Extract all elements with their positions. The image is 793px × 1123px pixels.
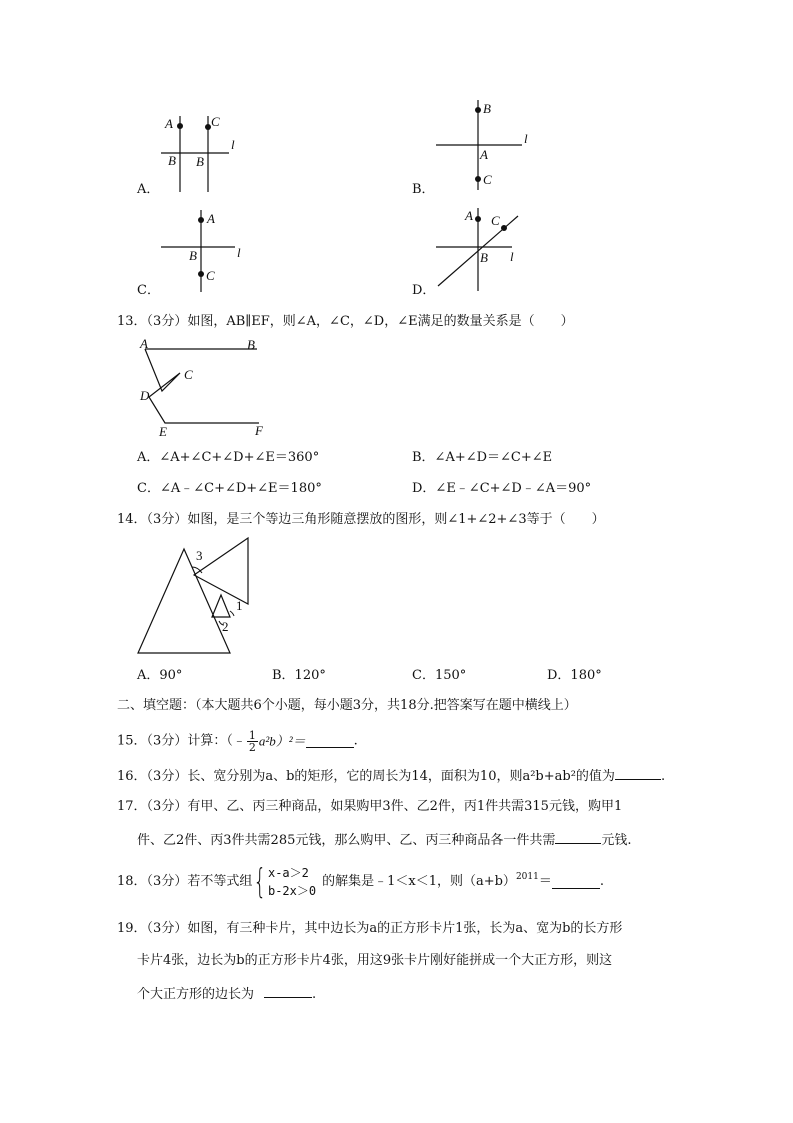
- angle-label: 1: [236, 598, 243, 613]
- q12-option-d-label: D．: [412, 283, 436, 298]
- angle-label: 3: [196, 548, 203, 563]
- point-label: A: [465, 208, 473, 223]
- point-label: B: [196, 154, 204, 169]
- q12-option-a-label: A．: [137, 182, 160, 197]
- answer-blank: [306, 735, 354, 748]
- point-label: C: [206, 268, 215, 283]
- fraction-denominator: 2: [248, 741, 256, 754]
- q12-option-c-label: C．: [137, 283, 160, 298]
- q18-end: .: [599, 874, 604, 889]
- q15-prefix: 15．（3分）计算：（﹣: [117, 733, 246, 749]
- q18-prefix: 18．（3分）若不等式组: [117, 874, 253, 889]
- angle-label: 2: [222, 619, 229, 634]
- point-label: B: [189, 248, 197, 263]
- point-label: C: [483, 172, 492, 187]
- q19-line3: [137, 985, 316, 1003]
- answer-blank: [264, 985, 312, 998]
- fraction-numerator: 1: [248, 729, 256, 742]
- point-label: l: [524, 131, 528, 146]
- q14-option-b: B．120°: [272, 668, 326, 683]
- q18-suffix: 的解集是﹣1＜x＜1，则（a+b）: [322, 874, 516, 889]
- q18: [117, 862, 604, 902]
- answer-blank: [555, 831, 601, 844]
- point-label: A: [207, 211, 215, 226]
- q12-figure-a: [155, 108, 250, 198]
- point-label: B: [480, 250, 488, 265]
- q17-line1: 17．（3分）有甲、乙、丙三种商品，如果购甲3件、乙2件，丙1件共需315元钱，购甲1: [117, 799, 623, 814]
- answer-blank: [615, 767, 661, 780]
- left-brace: {: [253, 862, 267, 902]
- q19-line3-text: 个大正方形的边长为: [137, 987, 255, 1002]
- q19-end: .: [312, 987, 317, 1002]
- inequality-system: [252, 864, 316, 900]
- q13-figure: [135, 335, 275, 440]
- q17-end: 元钱.: [601, 833, 632, 848]
- figure-label: F: [255, 423, 263, 438]
- q19-line2: 卡片4张，边长为b的正方形卡片4张，用这9张卡片刚好能拼成一个大正方形，则这: [137, 953, 613, 968]
- q12-figure-d: [430, 203, 530, 295]
- q18-eq: ＝: [538, 874, 552, 889]
- figure-label: D: [140, 388, 150, 403]
- q18-exponent: 2011: [515, 872, 539, 882]
- figure-label: B: [247, 337, 255, 352]
- section-heading: 二、填空题：（本大题共6个小题，每小题3分，共18分.把答案写在题中横线上）: [117, 698, 577, 713]
- q14-figure: [132, 533, 257, 658]
- figure-label: A: [140, 336, 148, 351]
- point-label: C: [491, 213, 500, 228]
- figure-label: C: [184, 367, 193, 382]
- q13-option-d: D．∠E﹣∠C+∠D﹣∠A＝90°: [412, 481, 592, 496]
- point-label: A: [480, 147, 488, 162]
- point-label: l: [237, 245, 241, 260]
- figure-label: E: [159, 424, 167, 439]
- q13-option-c: C．∠A﹣∠C+∠D+∠E＝180°: [137, 481, 322, 496]
- q12-figure-b: [430, 95, 540, 195]
- q14-option-d: D．180°: [547, 668, 602, 683]
- q15-end: .: [353, 733, 358, 749]
- q14-option-a: A．90°: [137, 668, 183, 683]
- inequality-row-2: b-2x＞0: [267, 884, 317, 898]
- q12-option-b-label: B．: [412, 182, 435, 197]
- inequality-row-1: x-a＞2: [267, 866, 309, 880]
- point-label: C: [211, 114, 220, 129]
- q16: [117, 767, 665, 785]
- q17-line2: [137, 831, 632, 849]
- point-label: l: [231, 137, 235, 152]
- q15: [117, 730, 358, 756]
- q14-option-c: C．150°: [412, 668, 467, 683]
- q13-stem: 13．（3分）如图，AB∥EF，则∠A，∠C，∠D，∠E满足的数量关系是（ ）: [117, 314, 574, 329]
- point-label: B: [483, 101, 491, 116]
- point-label: B: [168, 153, 176, 168]
- point-label: l: [510, 249, 514, 264]
- q13-option-a: A．∠A+∠C+∠D+∠E＝360°: [137, 450, 320, 465]
- q15-expr: a²b）²＝: [258, 733, 306, 749]
- answer-blank: [552, 876, 600, 889]
- q16-end: .: [660, 769, 666, 784]
- q14-stem: 14．（3分）如图，是三个等边三角形随意摆放的图形，则∠1+∠2+∠3等于（ ）: [117, 512, 605, 527]
- q16-text: 16．（3分）长、宽分别为a、b的矩形，它的周长为14，面积为10，则a²b+ab²的值为: [117, 769, 615, 784]
- point-label: A: [165, 116, 173, 131]
- q17-line2-text: 件、乙2件、丙3件共需285元钱，那么购甲、乙、丙三种商品各一件共需: [137, 833, 556, 848]
- q13-option-b: B．∠A+∠D＝∠C+∠E: [412, 450, 553, 465]
- q15-fraction: [247, 730, 258, 753]
- q19-line1: 19．（3分）如图，有三种卡片，其中边长为a的正方形卡片1张，长为a、宽为b的长方形: [117, 921, 623, 936]
- q12-figure-c: [155, 205, 255, 295]
